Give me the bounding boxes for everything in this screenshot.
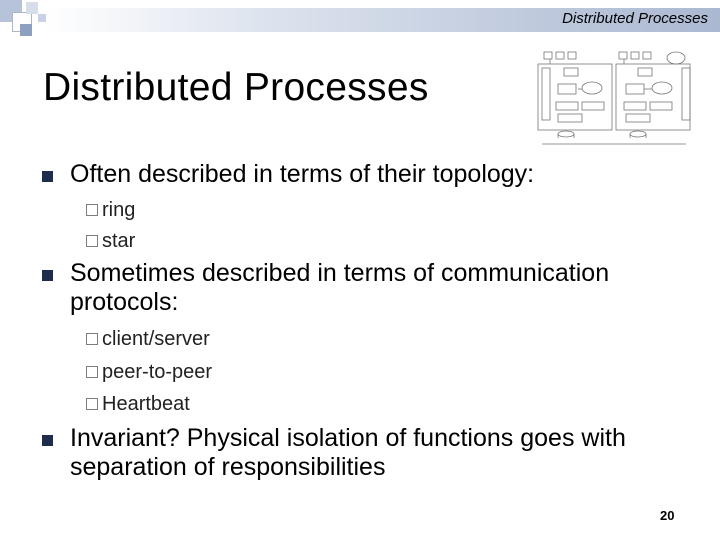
architecture-diagram-figure <box>534 50 694 150</box>
corner-decoration <box>38 14 46 22</box>
bullet-text: Often described in terms of their topology: <box>70 160 535 188</box>
bullet-text: Invariant? Physical isolation of functions goes with separation of responsibilities <box>70 424 626 481</box>
square-bullet-icon <box>42 171 53 182</box>
sub-bullet-text: star <box>102 230 136 252</box>
bullet-text: Sometimes described in terms of communication protocols: <box>70 259 610 316</box>
sub-bullet-text: peer-to-peer <box>102 361 213 383</box>
page-number: 20 <box>660 508 675 523</box>
sub-bullet-text: ring <box>102 199 136 221</box>
square-bullet-icon <box>42 435 53 446</box>
hollow-square-bullet-icon <box>86 366 98 378</box>
sub-bullet-text: Heartbeat <box>102 393 190 415</box>
hollow-square-bullet-icon <box>86 333 98 345</box>
hollow-square-bullet-icon <box>86 398 98 410</box>
square-bullet-icon <box>42 270 53 281</box>
sub-bullet-text: client/server <box>102 328 210 350</box>
corner-decoration <box>26 2 38 14</box>
hollow-square-bullet-icon <box>86 204 98 216</box>
hollow-square-bullet-icon <box>86 235 98 247</box>
corner-decoration <box>20 24 32 36</box>
running-header-title: Distributed Processes <box>562 10 708 27</box>
page-title: Distributed Processes <box>43 66 429 109</box>
